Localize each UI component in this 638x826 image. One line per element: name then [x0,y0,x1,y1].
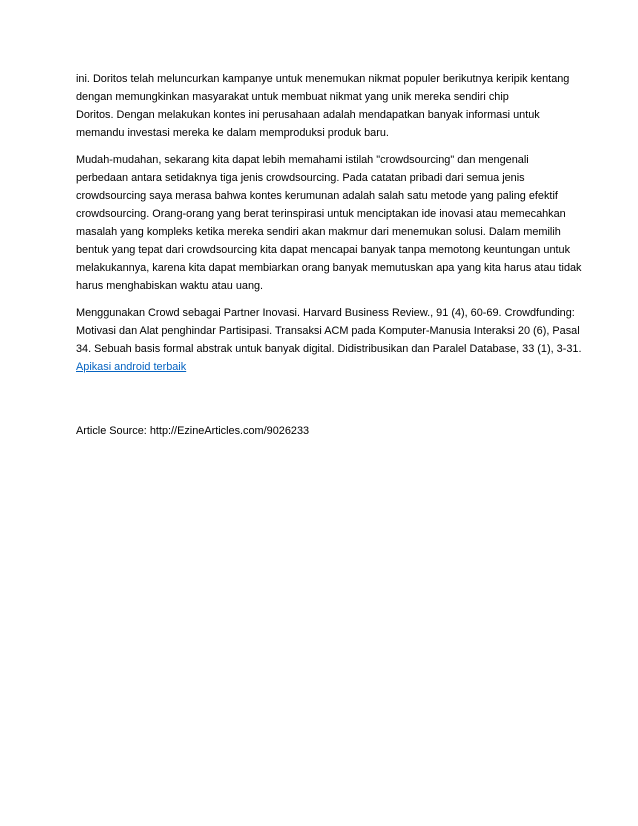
text-line: Doritos. Dengan melakukan kontes ini perusahaan adalah mendapatkan banyak informasi untuk [76,109,540,121]
document-page [76,70,582,449]
text-line: perbedaan antara setidaknya tiga jenis crowdsourcing. Pada catatan pribadi dari semua jenis [76,172,525,184]
text-line: memandu investasi mereka ke dalam memproduksi produk baru. [76,127,389,139]
text-line: bentuk yang tepat dari crowdsourcing kita dapat mencapai banyak tanpa memotong keuntungan untuk [76,244,571,256]
text-line: masalah yang kompleks ketika mereka sendiri akan makmur dari menemukan solusi. Dalam memilih [76,226,561,238]
text-line: ini. Doritos telah meluncurkan kampanye untuk menemukan nikmat populer berikutnya keripik kentang [76,73,570,85]
text-line: Mudah-mudahan, sekarang kita dapat lebih memahami istilah "crowdsourcing" dan mengenali [76,154,529,166]
text-line: 34. Sebuah basis formal abstrak untuk banyak digital. Didistribusikan dan Paralel Database, 33 (1), 3-31. [76,343,582,355]
text-line: crowdsourcing saya merasa bahwa kontes kerumunan adalah salah satu metode yang paling efektif [76,190,558,202]
text-line: crowdsourcing. Orang-orang yang berat terinspirasi untuk menciptakan ide inovasi atau memecahkan [76,208,566,220]
article-source: Article Source: http://EzineArticles.com/9026233 [76,425,310,437]
paragraph-references [76,304,582,376]
text-line: dengan memungkinkan masyarakat untuk membuat nikmat yang unik mereka sendiri chip [76,91,509,103]
text-line: Menggunakan Crowd sebagai Partner Inovasi. Harvard Business Review., 91 (4), 60-69. Crowdfunding: [76,307,575,319]
text-line: harus menghabiskan waktu atau uang. [76,280,264,292]
paragraph-crowdsourcing [76,151,582,295]
text-line: Motivasi dan Alat penghindar Partisipasi. Transaksi ACM pada Komputer-Manusia Interaksi 20 (6), Pasal [76,325,580,337]
paragraph-doritos [76,70,571,142]
text-line: melakukannya, karena kita dapat membiarkan orang banyak memutuskan apa yang kita harus atau tidak [76,262,582,274]
android-apps-link[interactable]: Apikasi android terbaik [76,361,187,373]
android-apps-link-line [76,358,571,376]
